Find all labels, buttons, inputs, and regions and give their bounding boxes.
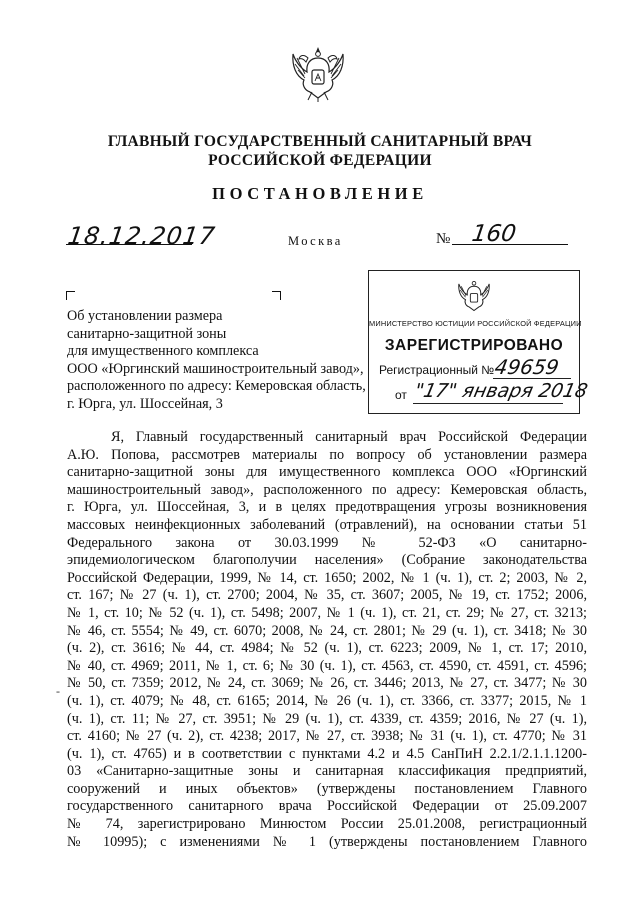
body-line: № 74, зарегистрировано Минюстом России 25.01.2008, регистрационный [67,816,587,833]
body-line: сооружений и иных объектов» (утверждены постановлением Главного [67,780,587,797]
body-line: машиностроительный завод», расположенного по адресу: Кемеровская область, [67,481,587,498]
body-line: (ч. 1), ст. 4079; № 48, ст. 6165; 2014, № 26 (ч. 1), ст. 3366, ст. 3377; 2015, № 1 [67,692,587,709]
subject-line: г. Юрга, ул. Шоссейная, 3 [67,395,223,412]
stamp-regno-underline [493,378,571,379]
subject-line: ООО «Юргинский машиностроительный завод», [67,360,364,377]
body-line: № 10995); с изменениями № 1 (утверждены постановлением Главного [67,833,587,850]
document-type-title: ПОСТАНОВЛЕНИЕ [212,184,428,203]
body-line: № 1, ст. 10; № 52 (ч. 1), ст. 5498; 2007, № 1 (ч. 1), ст. 21, ст. 29; № 27, ст. 3213; [67,604,587,621]
body-line: ст. 4160; № 27 (ч. 2), ст. 4238; 2017, № 27, ст. 3938; № 31 (ч. 1), ст. 4770; № 31 [67,728,587,745]
russian-coat-of-arms-icon [457,277,491,315]
subject-line: Об установлении размера [67,308,223,324]
russian-coat-of-arms-icon [290,44,346,104]
body-line: ст. 167; № 27 (ч. 1), ст. 2700; 2004, № 35, ст. 3607; 2005, № 19, ст. 1752; 2006, [67,587,587,604]
body-line: массовых неинфекционных заболеваний (отравлений), на основании статьи 51 [67,516,587,533]
decree-number-label: № [436,231,451,247]
stamp-date-value: "17" января 2018 [412,380,590,402]
stamp-regno-value: 49659 [492,355,561,379]
issuer-title-line1: ГЛАВНЫЙ ГОСУДАРСТВЕННЫЙ САНИТАРНЫЙ ВРАЧ [107,133,533,150]
body-line: эпидемиологическом благополучии населения» (Собрание законодательства [67,552,587,569]
subject-corner-left [66,291,75,300]
margin-mark: - [56,684,60,698]
body-line: г. Юрга, ул. Шоссейная, 3, и в целях предотвращения угрозы возникновения [67,499,587,516]
issuer-title-line2: РОССИЙСКОЙ ФЕДЕРАЦИИ [208,152,432,169]
body-line: (ч. 1), ст. 4765) и в соответствии с пунктами 4.2 и 4.5 СанПиН 2.2.1/2.1.1.1200- [67,745,587,762]
body-line: Я, Главный государственный санитарный врач Российской Федерации [111,429,587,445]
body-line: № 40, ст. 4969; 2011, № 1, ст. 6; № 30 (ч. 1), ст. 4563, ст. 4590, ст. 4591, ст. 4596; [67,657,587,674]
subject-line: расположенного по адресу: Кемеровская область, [67,378,366,395]
body-line: Федерального закона от 30.03.1999 № 52-ФЗ «О санитарно- [67,534,587,551]
decree-subject [67,308,366,414]
stamp-date-label: от [395,388,407,402]
decree-body [67,429,587,851]
stamp-registered-label: ЗАРЕГИСТРИРОВАНО [384,337,564,354]
decree-number: 160 [470,221,518,247]
subject-line: для имущественного комплекса [67,343,259,360]
decree-city: Москва [288,234,343,248]
body-line: (ч. 2), ст. 3616; № 44, ст. 4984; № 52 (ч. 1), ст. 6223; 2009, № 1, ст. 17; 2010, [67,640,587,657]
body-line: № 50, ст. 7359; 2012, № 24, ст. 3069; № 26, ст. 3446; 2013, № 27, ст. 3477; № 30 [67,675,587,692]
number-underline [452,244,568,245]
registration-stamp [368,270,590,414]
body-line: № 46, ст. 5554; № 49, ст. 6070; 2008, № 24, ст. 2801; № 29 (ч. 1), ст. 3418; № 30 [67,622,587,639]
body-line: (ч. 1), ст. 11; № 27, ст. 3951; № 29 (ч. 1), ст. 4339, ст. 4359; 2016, № 27 (ч. 1), [67,710,587,727]
body-line: санитарно-защитной зоны для имущественного комплекса ООО «Юргинский [67,464,587,481]
stamp-ministry-name: МИНИСТЕРСТВО ЮСТИЦИИ РОССИЙСКОЙ ФЕДЕРАЦИИ [369,319,582,328]
stamp-regno-label: Регистрационный № [379,363,495,377]
body-line: 03 «Санитарно-защитные зоны и санитарная классификация предприятий, [67,763,587,780]
date-underline [66,244,192,245]
stamp-date-underline [413,403,563,404]
decree-date: 18.12.2017 [66,222,218,250]
subject-corner-right [272,291,281,300]
body-line: государственного санитарного врача Российской Федерации от 25.09.2007 [67,798,587,815]
body-line: Российской Федерации, 1999, № 14, ст. 1650; 2002, № 1 (ч. 1), ст. 2; 2003, № 2, [67,569,587,586]
body-line: А.Ю. Попова, рассмотрев материалы по вопросу об установлении размера [67,446,587,463]
subject-line: санитарно-защитной зоны [67,325,227,342]
